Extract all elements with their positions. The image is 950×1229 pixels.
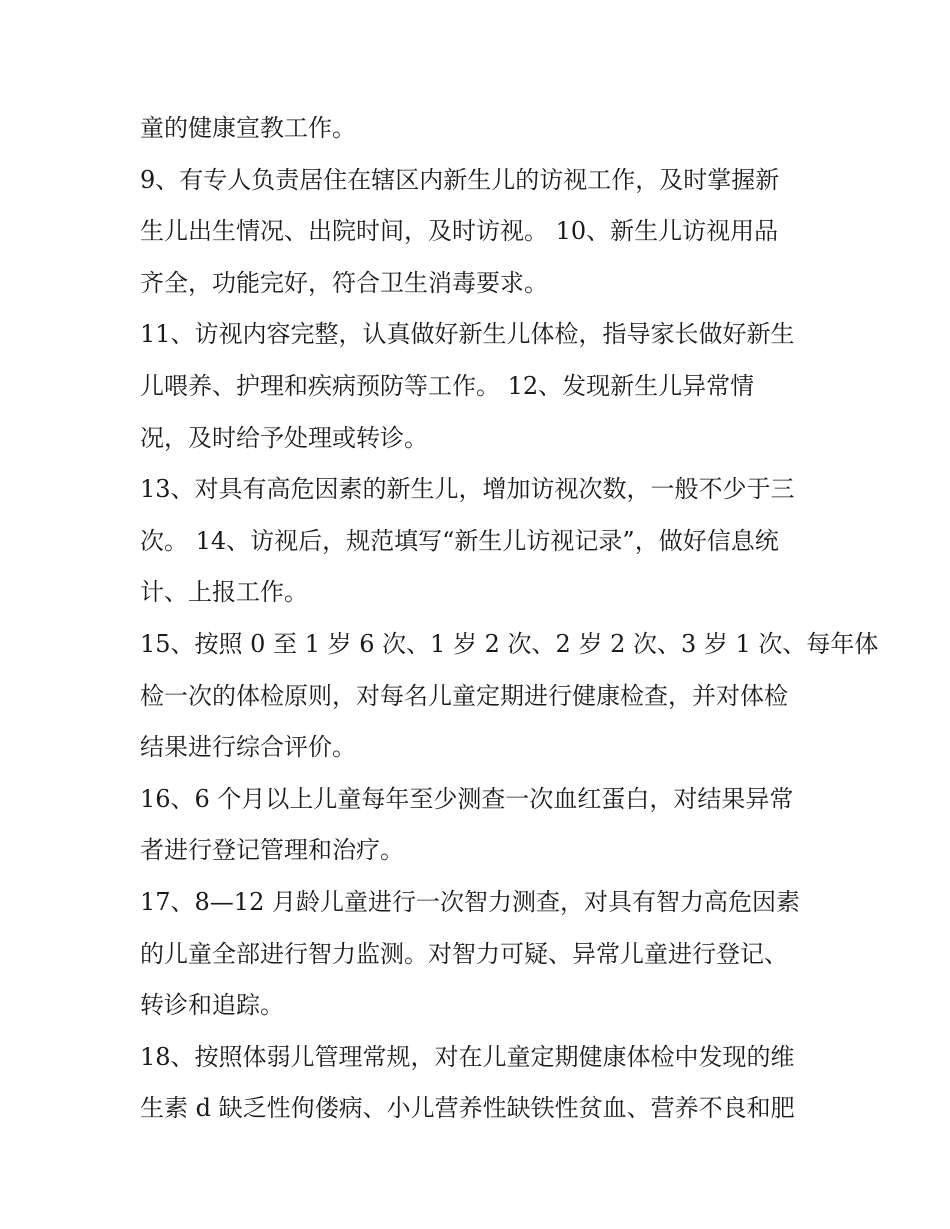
text-line: 18、按照体弱儿管理常规，对在儿童定期健康体检中发现的维 xyxy=(140,1042,795,1071)
text-line: 转诊和追踪。 xyxy=(140,991,284,1020)
text-line: 儿喂养、护理和疾病预防等工作。 12、发现新生儿异常情 xyxy=(140,371,755,400)
text-line: 生儿出生情况、出院时间，及时访视。 10、新生儿访视用品 xyxy=(140,217,779,246)
document-body xyxy=(140,103,879,1135)
text-line: 况，及时给予处理或转诊。 xyxy=(140,423,428,452)
text-line: 检一次的体检原则，对每名儿童定期进行健康检查，并对体检 xyxy=(140,681,788,710)
text-line: 9、有专人负责居住在辖区内新生儿的访视工作，及时掌握新 xyxy=(140,165,780,194)
text-line: 15、按照 0 至 1 岁 6 次、1 岁 2 次、2 岁 2 次、3 岁 1 次、每年体 xyxy=(140,629,879,658)
text-line: 次。 14、访视后，规范填写“新生儿访视记录”，做好信息统 xyxy=(140,526,779,555)
text-line: 生素 d 缺乏性佝偻病、小儿营养性缺铁性贫血、营养不良和肥 xyxy=(140,1094,795,1123)
text-line: 16、6 个月以上儿童每年至少测查一次血红蛋白，对结果异常 xyxy=(140,784,794,813)
text-line: 齐全，功能完好，符合卫生消毒要求。 xyxy=(140,268,548,297)
text-line: 的儿童全部进行智力监测。对智力可疑、异常儿童进行登记、 xyxy=(140,939,788,968)
text-line: 结果进行综合评价。 xyxy=(140,733,356,762)
text-line: 者进行登记管理和治疗。 xyxy=(140,836,404,865)
text-line: 17、8—12 月龄儿童进行一次智力测查，对具有智力高危因素 xyxy=(140,887,800,916)
text-line: 童的健康宣教工作。 xyxy=(140,114,356,142)
text-line: 计、上报工作。 xyxy=(140,578,308,607)
text-line: 13、对具有高危因素的新生儿，增加访视次数，一般不少于三 xyxy=(140,475,795,504)
text-line: 11、访视内容完整，认真做好新生儿体检，指导家长做好新生 xyxy=(140,320,795,349)
